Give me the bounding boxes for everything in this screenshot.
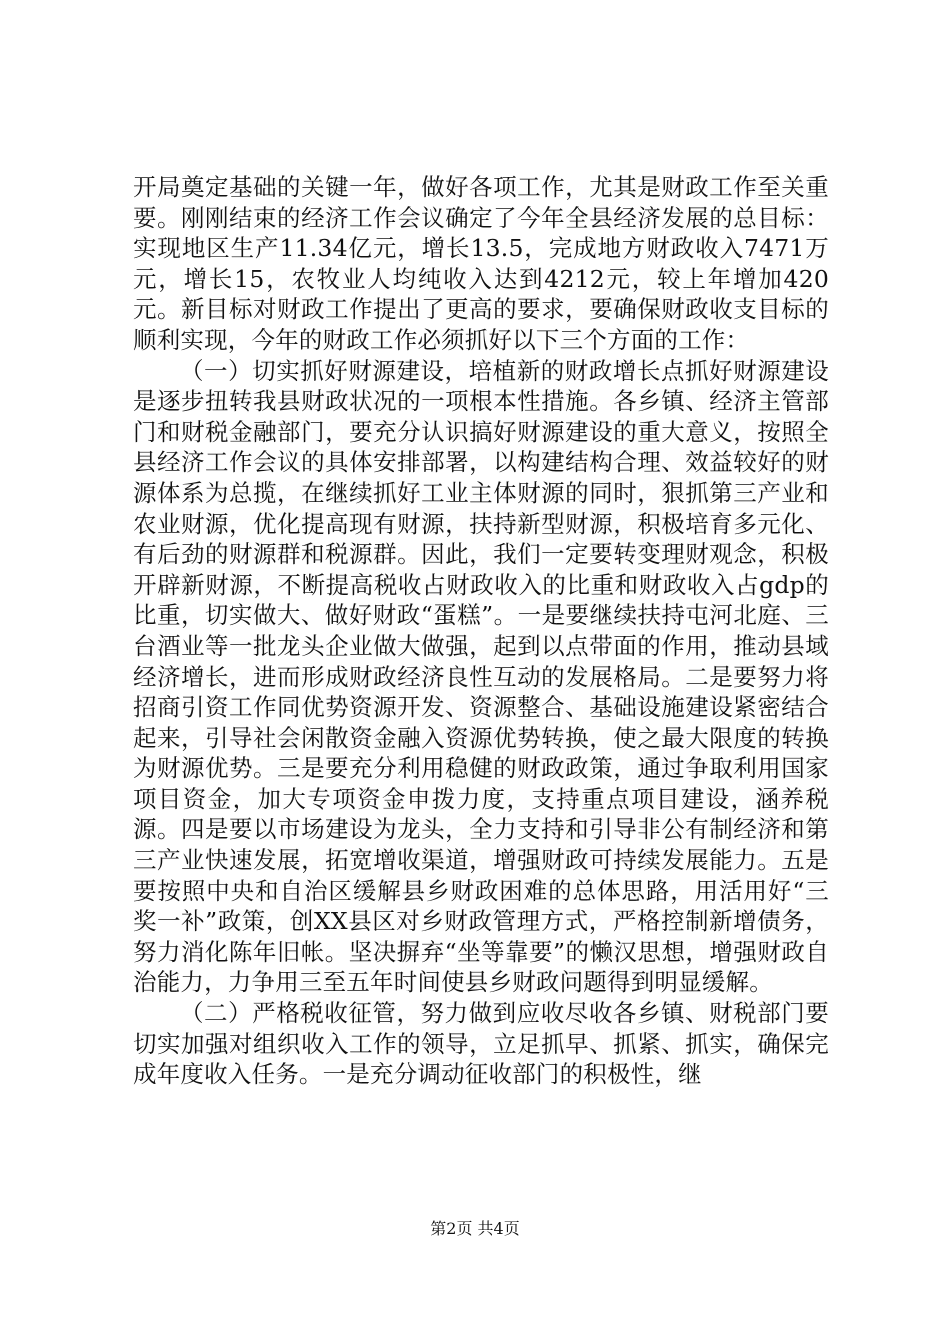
page-number-footer: 第2页 共4页 bbox=[430, 1219, 520, 1238]
paragraph-1: 开局奠定基础的关键一年，做好各项工作，尤其是财政工作至关重要。刚刚结束的经济工作会议确定了今年全县经济发展的总目标：实现地区生产11.34亿元，增长13.5，完成地方财政收入7471万元，增长15，农牧业人均纯收入达到4212元，较上年增加420元。新目标对财政工作提出了更高的要求，要确保财政收支目标的顺利实现，今年的财政工作必须抓好以下三个方面的工作： bbox=[133, 173, 829, 354]
paragraph-2: （一）切实抓好财源建设，培植新的财政增长点抓好财源建设是逐步扭转我县财政状况的一项根本性措施。各乡镇、经济主管部门和财税金融部门，要充分认识搞好财源建设的重大意义，按照全县经济工作会议的具体安排部署，以构建结构合理、效益较好的财源体系为总揽，在继续抓好工业主体财源的同时，狠抓第三产业和农业财源，优化提高现有财源，扶持新型财源，积极培育多元化、有后劲的财源群和税源群。因此，我们一定要转变理财观念，积极开辟新财源，不断提高税收占财政收入的比重和财政收入占gdp的比重，切实做大、做好财政“蛋糕”。一是要继续扶持屯河北庭、三台酒业等一批龙头企业做大做强，起到以点带面的作用，推动县域经济增长，进而形成财政经济良性互动的发展格局。二是要努力将招商引资工作同优势资源开发、资源整合、基础设施建设紧密结合起来，引导社会闲散资金融入资源优势转换，使之最大限度的转换为财源优势。三是要充分利用稳健的财政政策，通过争取利用国家项目资金，加大专项资金申拨力度，支持重点项目建设，涵养税源。四是要以市场建设为龙头，全力支持和引导非公有制经济和第三产业快速发展，拓宽增收渠道，增强财政可持续发展能力。五是要按照中央和自治区缓解县乡财政困难的总体思路，用活用好“三奖一补”政策，创XX县区对乡财政管理方式，严格控制新增债务，努力消化陈年旧帐。坚决摒弃“坐等靠要”的懒汉思想，增强财政自治能力，力争用三至五年时间使县乡财政问题得到明显缓解。 bbox=[133, 356, 829, 997]
document-body bbox=[133, 172, 829, 1090]
paragraph-3: （二）严格税收征管，努力做到应收尽收各乡镇、财税部门要切实加强对组织收入工作的领导，立足抓早、抓紧、抓实，确保完成年度收入任务。一是充分调动征收部门的积极性，继 bbox=[133, 999, 829, 1089]
